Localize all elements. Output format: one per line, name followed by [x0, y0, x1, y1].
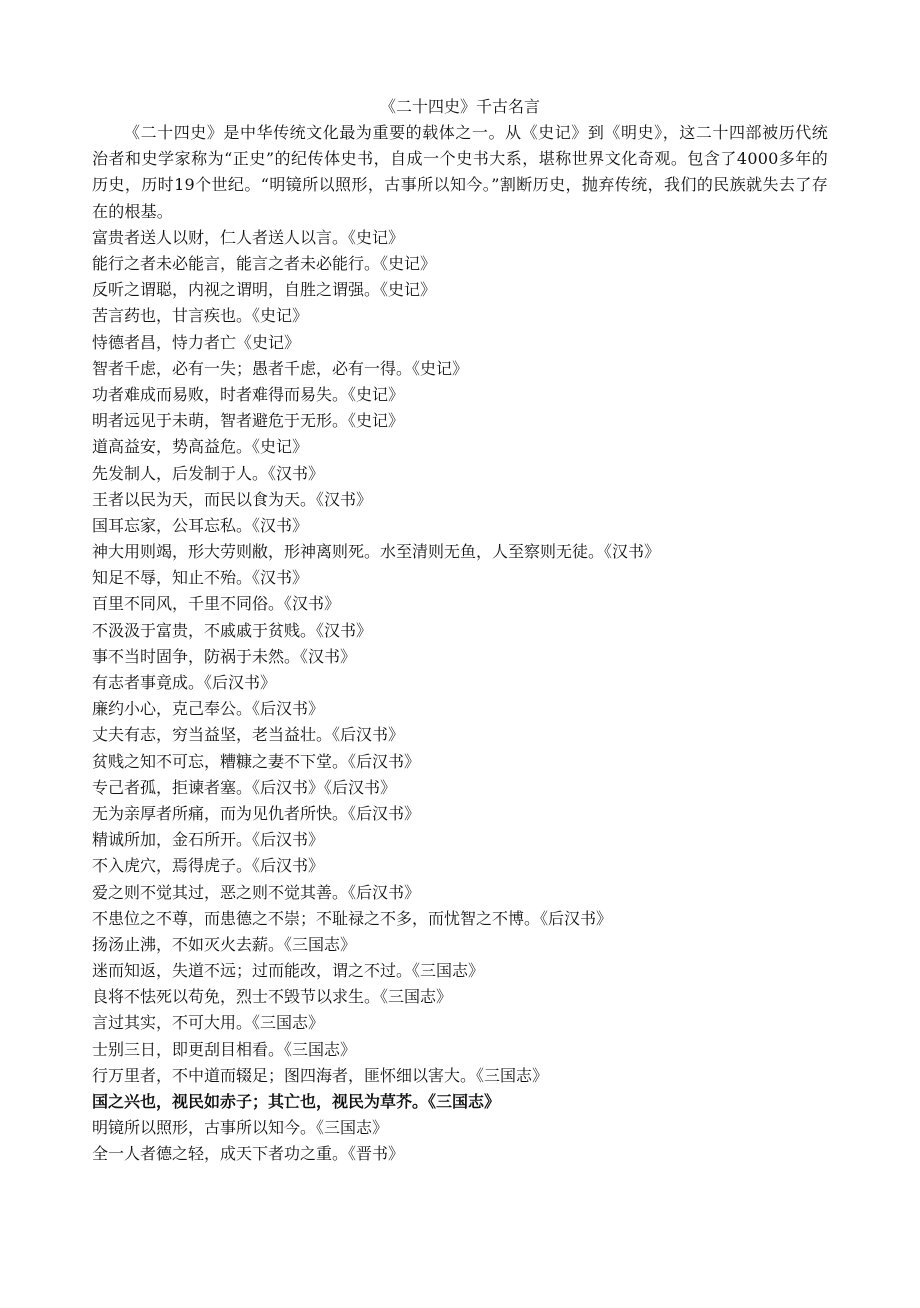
quote-line: 先发制人，后发制于人。《汉书》: [92, 463, 325, 483]
quote-line: 扬汤止沸，不如灭火去薪。《三国志》: [92, 934, 357, 954]
quote-line: 不入虎穴，焉得虎子。《后汉书》: [92, 856, 325, 876]
quote-line: 贫贱之知不可忘，糟糠之妻不下堂。《后汉书》: [92, 751, 421, 771]
quote-line: 专己者孤，拒谏者塞。《后汉书》《后汉书》: [92, 777, 397, 797]
quote-line: 无为亲厚者所痛，而为见仇者所快。《后汉书》: [92, 803, 421, 823]
quote-line: 知足不辱，知止不殆。《汉书》: [92, 568, 309, 588]
quote-line: 良将不怯死以苟免，烈士不毁节以求生。《三国志》: [92, 987, 453, 1007]
quote-line: 反听之谓聪，内视之谓明，自胜之谓强。《史记》: [92, 280, 437, 300]
quote-line: 精诚所加，金石所开。《后汉书》: [92, 830, 325, 850]
quote-line: 丈夫有志，穷当益坚，老当益壮。《后汉书》: [92, 725, 405, 745]
quote-line: 言过其实，不可大用。《三国志》: [92, 1013, 325, 1033]
quote-line: 智者千虑，必有一失；愚者千虑，必有一得。《史记》: [92, 358, 469, 378]
quote-line: 不患位之不尊，而患德之不崇；不耻禄之不多，而忧智之不博。《后汉书》: [92, 908, 613, 928]
quote-line: 富贵者送人以财，仁人者送人以言。《史记》: [92, 227, 405, 247]
quote-line-bold: 国之兴也，视民如赤子；其亡也，视民为草芥。《三国志》: [92, 1092, 501, 1111]
quote-line: 士别三日，即更刮目相看。《三国志》: [92, 1039, 357, 1059]
quote-line: 不汲汲于富贵，不戚戚于贫贱。《汉书》: [92, 620, 373, 640]
quote-line: 有志者事竟成。《后汉书》: [92, 673, 277, 692]
quote-line: 功者难成而易败，时者难得而易失。《史记》: [92, 384, 405, 404]
quote-line: 廉约小心，克己奉公。《后汉书》: [92, 699, 325, 719]
quote-line: 道高益安，势高益危。《史记》: [92, 437, 309, 457]
quote-line: 恃德者昌，恃力者亡《史记》: [92, 332, 301, 352]
document-title: 《二十四史》千古名言: [379, 97, 540, 116]
quote-line: 全一人者德之轻，成天下者功之重。《晋书》: [92, 1144, 405, 1164]
quote-line: 爱之则不觉其过，恶之则不觉其善。《后汉书》: [92, 882, 421, 902]
quote-line: 神大用则竭，形大劳则敝，形神离则死。水至清则无鱼，人至察则无徒。《汉书》: [92, 542, 661, 562]
intro-paragraph: 《二十四史》是中华传统文化最为重要的载体之一。从《史记》到《明史》，这二十四部被历代统治者和史学家称为“正史”的纪传体史书，自成一个史书大系，堪称世界文化奇观。包含了4000多年的历史，历时19个世纪。“明镜所以照形，古事所以知今。”割断历史，抛弃传统，我们的民族就失去了存在的根基。: [92, 123, 828, 221]
quote-line: 行万里者，不中道而辍足；图四海者，匪怀细以害大。《三国志》: [92, 1065, 549, 1085]
quote-line: 明者远见于未萌，智者避危于无形。《史记》: [92, 411, 405, 431]
quote-line: 百里不同风，千里不同俗。《汉书》: [92, 594, 341, 614]
quote-line: 王者以民为天，而民以食为天。《汉书》: [92, 489, 373, 509]
quote-line: 迷而知返，失道不远；过而能改，谓之不过。《三国志》: [92, 961, 485, 981]
quote-line: 明镜所以照形，古事所以知今。《三国志》: [92, 1118, 389, 1138]
quote-line: 国耳忘家，公耳忘私。《汉书》: [92, 515, 309, 535]
quote-line: 事不当时固争，防祸于未然。《汉书》: [92, 646, 357, 666]
quote-list: [92, 225, 828, 1168]
quote-line: 苦言药也，甘言疾也。《史记》: [92, 306, 309, 326]
quote-line: 能行之者未必能言，能言之者未必能行。《史记》: [92, 254, 437, 273]
